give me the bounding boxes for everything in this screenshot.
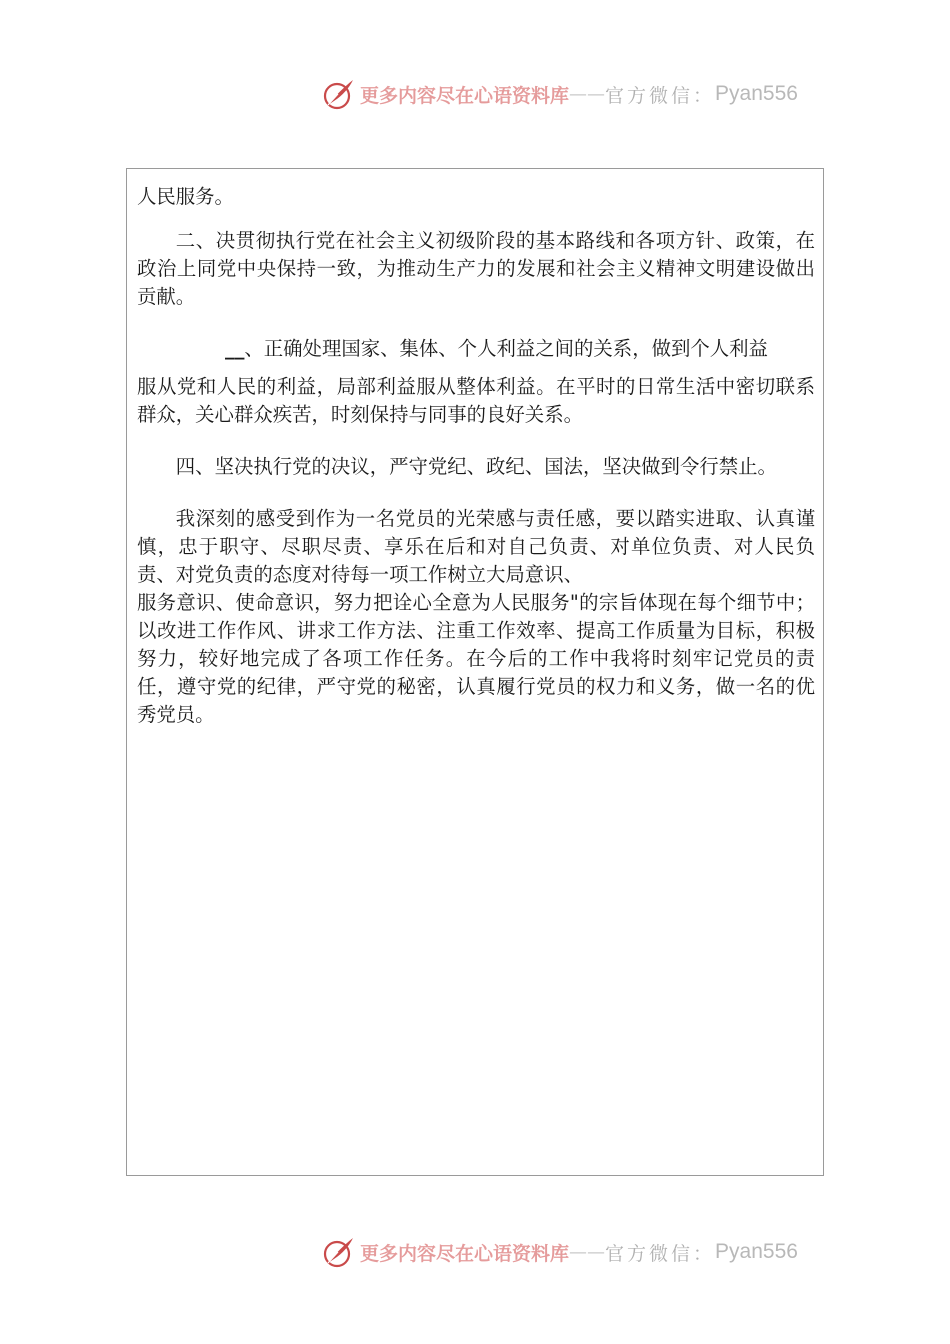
paragraph-5-part-2: 服务意识、使命意识，努力把诠心全意为人民服务"的宗旨体现在每个细节中；以改进工作作风、讲求工作方法、注重工作效率、提高工作质量为目标，积极努力，较好地完成了各项工作任务。在今后的工作中我将时刻牢记党员的责任，遵守党的纪律，严守党的秘密，认真履行党员的权力和义务，做一名的优秀党员。: [137, 591, 815, 726]
footer-wechat-label: 官方微信：: [605, 1242, 716, 1265]
quill-logo-icon: [322, 1235, 356, 1269]
quill-logo-icon: [322, 77, 356, 111]
paragraph-3-line-1: [137, 335, 815, 363]
paragraph-1: 人民服务。: [137, 185, 234, 208]
document-body: [137, 183, 815, 729]
header-wechat-id: Pyan556: [715, 82, 798, 105]
footer-banner: [322, 1232, 798, 1272]
header-promo-text: 更多内容尽在心语资料库: [360, 84, 570, 107]
footer-separator: ——: [569, 1241, 606, 1263]
paragraph-3-first-line-text: 、正确处理国家、集体、个人利益之间的关系，做到个人利益: [244, 337, 768, 360]
header-wechat-label: 官方微信：: [605, 84, 716, 107]
footer-wechat-id: Pyan556: [715, 1240, 798, 1263]
paragraph-3-continuation: 服从党和人民的利益，局部利益服从整体利益。在平时的日常生活中密切联系群众，关心群众疾苦，时刻保持与同事的良好关系。: [137, 375, 815, 426]
paragraph-4: 四、坚决执行党的决议，严守党纪、政纪、国法，坚决做到令行禁止。: [175, 455, 777, 478]
paragraph-5-part-1: 我深刻的感受到作为一名党员的光荣感与责任感，要以踏实进取、认真谨慎，忠于职守、尽职尽责、享乐在后和对自己负责、对单位负责、对人民负责、对党负责的态度对待每一项工作树立大局意识、: [137, 507, 815, 586]
footer-promo-text: 更多内容尽在心语资料库: [360, 1242, 570, 1265]
header-banner: [322, 74, 798, 114]
document-frame: [126, 168, 824, 1176]
header-separator: ——: [569, 83, 606, 105]
paragraph-2: 二、决贯彻执行党在社会主义初级阶段的基本路线和各项方针、政策，在政治上同党中央保持一致，为推动生产力的发展和社会主义精神文明建设做出贡献。: [137, 229, 815, 308]
item-number-mark: __: [225, 337, 245, 360]
